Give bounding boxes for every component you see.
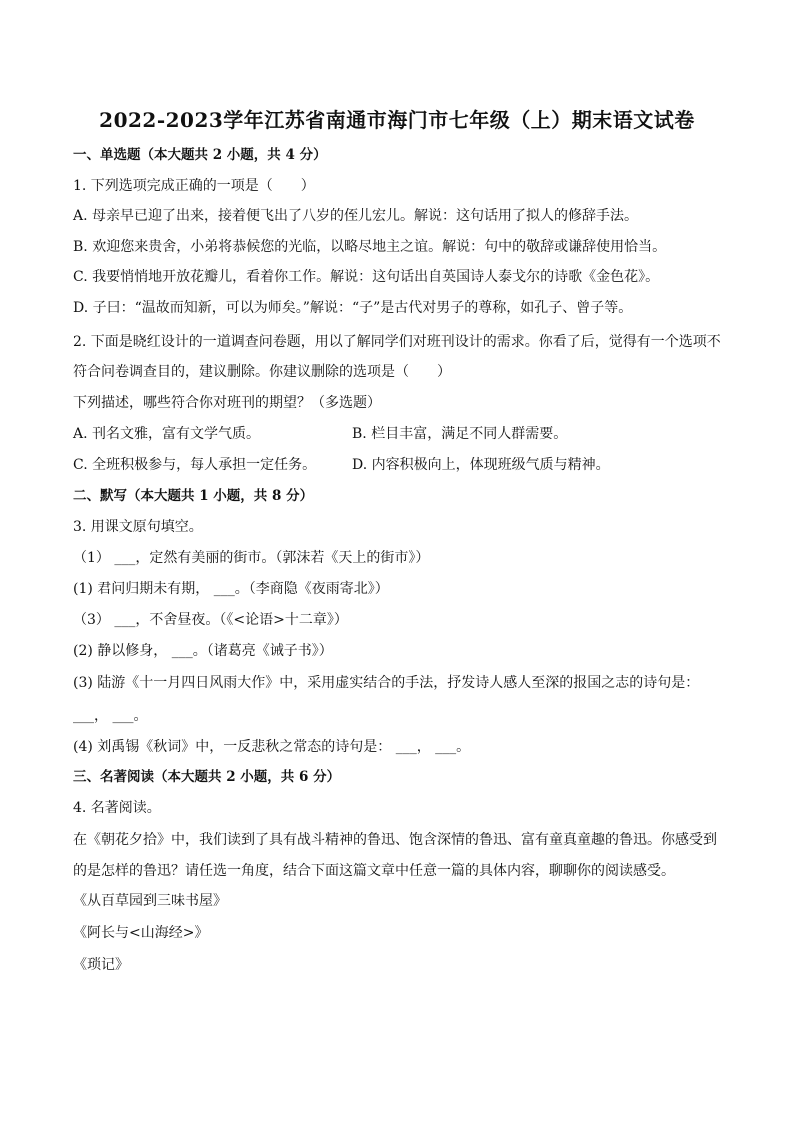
question-1-stem: 1. 下列选项完成正确的一项是（ ） xyxy=(73,178,315,194)
question-1-option-c: C. 我要悄悄地开放花瓣儿，看着你工作。解说：这句话出自英国诗人泰戈尔的诗歌《金色花》。 xyxy=(73,269,660,285)
question-3-line-3: （3） ___，不舍昼夜。（《<论语>十二章》） xyxy=(73,612,348,628)
question-2-stem-line-2: 符合问卷调查目的，建议删除。你建议删除的选项是（ ） xyxy=(73,364,451,380)
question-1-option-b: B. 欢迎您来贵舍，小弟将恭候您的光临，以略尽地主之谊。解说：句中的敬辞或谦辞使用恰当。 xyxy=(73,239,667,255)
section-heading-2: 二、默写（本大题共 1 小题，共 8 分） xyxy=(73,488,314,504)
question-2-survey-question: 下列描述，哪些符合你对班刊的期望？（多选题） xyxy=(73,395,381,411)
question-3-line-2: (1) 君问归期未有期， ___。（李商隐《夜雨寄北》） xyxy=(73,581,389,597)
question-4-stem: 4. 名著阅读。 xyxy=(73,800,161,816)
question-2-option-c: C. 全班积极参与，每人承担一定任务。 xyxy=(73,457,317,473)
question-3-line-5: (3) 陆游《十一月四日风雨大作》中，采用虚实结合的手法，抒发诗人感人至深的报国之志的诗句是： xyxy=(73,675,700,691)
page-title: 2022-2023学年江苏省南通市海门市七年级（上）期末语文试卷 xyxy=(99,108,695,132)
question-4-title-2: 《阿长与<山海经>》 xyxy=(73,925,209,941)
question-1-option-a: A. 母亲早已迎了出来，接着便飞出了八岁的侄儿宏儿。解说：这句话用了拟人的修辞手法。 xyxy=(73,208,639,224)
question-3-line-4: (2) 静以修身， ___。（诸葛亮《诫子书》） xyxy=(73,643,333,659)
question-2-option-d: D. 内容积极向上，体现班级气质与精神。 xyxy=(352,457,610,473)
question-4-title-1: 《从百草园到三味书屋》 xyxy=(73,893,227,909)
question-3-line-7: (4) 刘禹锡《秋词》中，一反悲秋之常态的诗句是： ___， ___。 xyxy=(73,739,471,755)
question-2-stem-line-1: 2. 下面是晓红设计的一道调查问卷题，用以了解同学们对班刊设计的需求。你看了后，觉得有一个选项不 xyxy=(73,334,721,350)
question-3-line-6: ___， ___。 xyxy=(73,708,148,724)
question-3-line-1: （1） ___，定然有美丽的街市。（郭沫若《天上的街市》） xyxy=(73,550,430,566)
question-4-paragraph-line-2: 的是怎样的鲁迅？请任选一角度，结合下面这篇文章中任意一篇的具体内容，聊聊你的阅读感受。 xyxy=(73,863,675,879)
section-heading-3: 三、名著阅读（本大题共 2 小题，共 6 分） xyxy=(73,769,341,785)
question-1-option-d: D. 子曰：“温故而知新，可以为师矣。”解说：“子”是古代对男子的尊称，如孔子、曾子等。 xyxy=(73,300,633,316)
question-2-option-a: A. 刊名文雅，富有文学气质。 xyxy=(73,426,261,442)
question-2-option-b: B. 栏目丰富，满足不同人群需要。 xyxy=(352,426,568,442)
question-3-stem: 3. 用课文原句填空。 xyxy=(73,519,203,535)
question-4-paragraph-line-1: 在《朝花夕拾》中，我们读到了具有战斗精神的鲁迅、饱含深情的鲁迅、富有童真童趣的鲁迅。你感受到 xyxy=(73,832,717,848)
section-heading-1: 一、单选题（本大题共 2 小题，共 4 分） xyxy=(73,147,327,163)
question-4-title-3: 《琐记》 xyxy=(73,957,129,973)
